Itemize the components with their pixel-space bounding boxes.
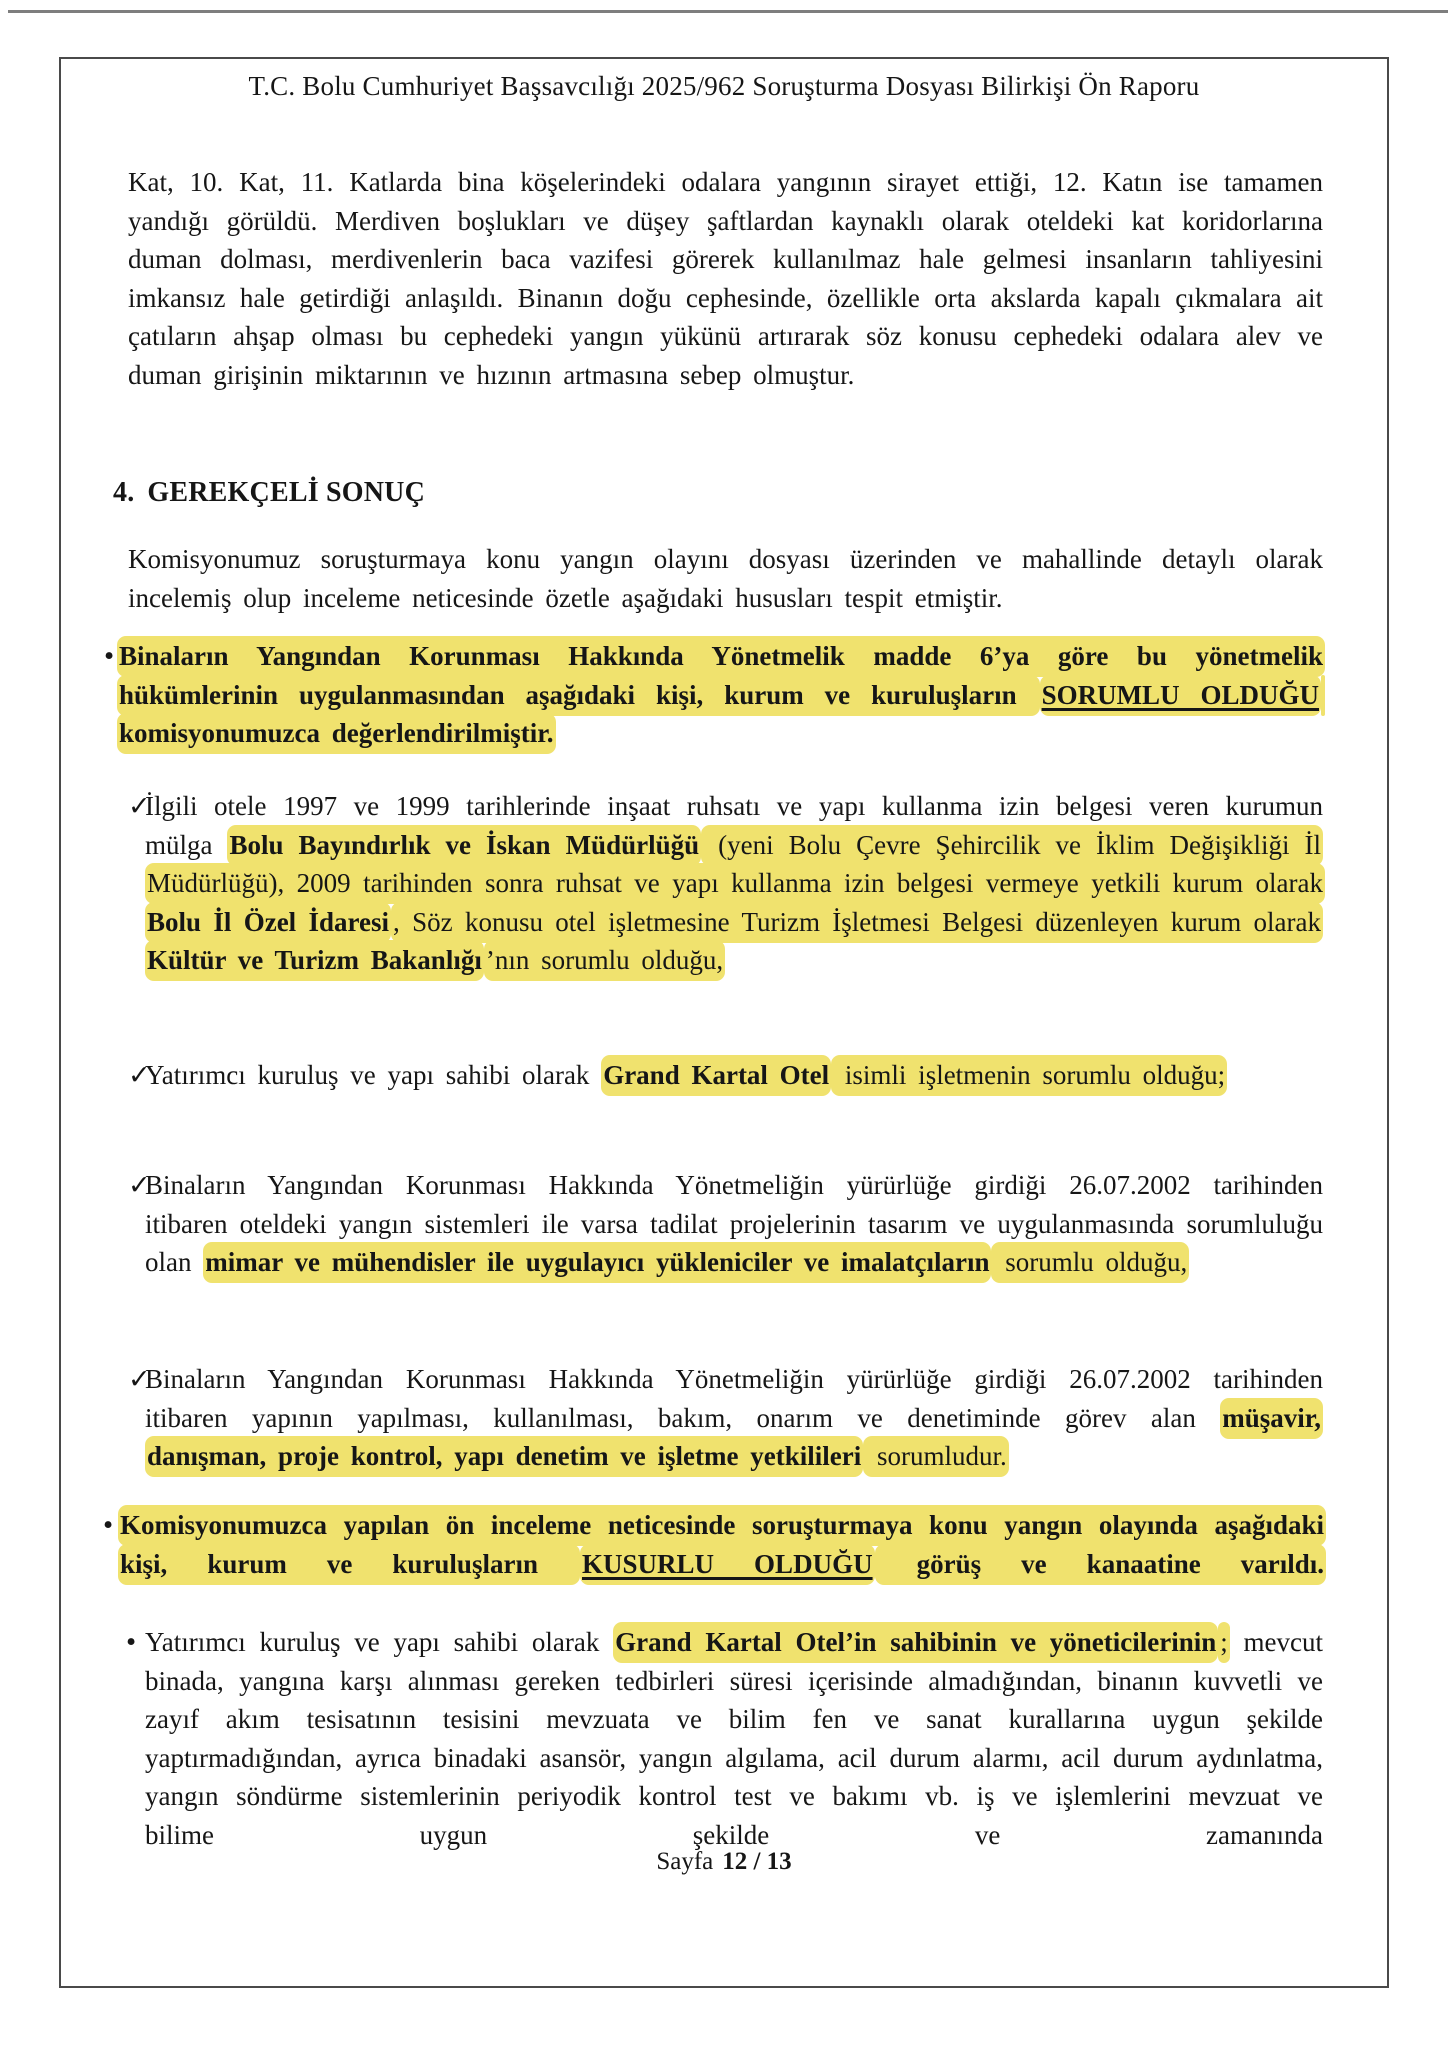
text-run: komisyonumuzca değerlendirilmiştir. <box>117 675 1325 755</box>
text-run: Grand Kartal Otel <box>601 1055 831 1096</box>
check-icon: ✓ <box>128 1170 151 1200</box>
bullet-icon: • <box>104 640 115 672</box>
section-heading <box>113 477 425 509</box>
check-text <box>145 1170 1323 1283</box>
page-footer <box>59 1846 1389 1878</box>
bullet-icon: • <box>126 1626 137 1658</box>
text-run: Kat, 10. Kat, 11. Katlarda bina köşelerindeki odalara yangının sirayet ettiği, 12. Katın ise tamamen yandığı görüldü. Merdiven boşlukları ve düşey şaftlardan kaynaklı olarak oteldeki kat koridorlarına duman dolması, merdivenlerin baca vazifesi görerek kullanılmaz hale gelmesi insanların tahliyesini imkansız hale getirdiği anlaşıldı. Binanın doğu cephesinde, özellikle orta akslarda kapalı çıkmalara ait çatıların ahşap olması bu cephedeki yangın yükünü artırarak söz konusu cephedeki odalara alev ve duman girişinin miktarının ve hızının artmasına sebep olmuştur. <box>128 167 1323 390</box>
bullet-item-faulty-conclusion <box>103 1506 1326 1583</box>
bullet-text <box>145 1622 1323 1850</box>
bullet-item-responsible <box>104 637 1325 753</box>
text-run: Bolu İl Özel İdaresi <box>145 902 391 943</box>
scan-artifact-line <box>8 10 1448 13</box>
check-text <box>145 1055 1227 1096</box>
check-item-architects-engineers <box>128 1166 1323 1282</box>
text-run: Grand Kartal Otel’in sahibinin ve yöneticilerinin <box>613 1622 1218 1663</box>
bullet-text <box>117 636 1325 754</box>
text-run: SORUMLU OLDUĞU <box>1040 675 1321 716</box>
text-run: sorumlu olduğu, <box>991 1242 1189 1283</box>
text-run: Binaların Yangından Korunması Hakkında Yönetmelik madde 6’ya göre bu yönetmelik hükümlerinin uygulanmasından aşağıdaki kişi, kurum ve kuruluşların <box>117 636 1325 716</box>
document-header: T.C. Bolu Cumhuriyet Başsavcılığı 2025/962 Soruşturma Dosyası Bilirkişi Ön Raporu <box>248 71 1200 101</box>
text-run: ; <box>1218 1622 1230 1663</box>
check-item-hotel-owner <box>128 1056 1323 1095</box>
text-run: mimar ve mühendisler ile uygulayıcı yükleniciler ve imalatçıların <box>203 1242 991 1283</box>
text-run: sorumludur. <box>863 1436 1009 1477</box>
check-icon: ✓ <box>128 791 151 821</box>
text-run: ’nın sorumlu olduğu, <box>484 940 725 981</box>
text-run: görüş ve kanaatine varıldı. <box>875 1544 1326 1585</box>
check-item-permit-authorities <box>128 787 1323 980</box>
text-run: , Söz konusu otel işletmesine Turizm İşletmesi Belgesi düzenleyen kurum olarak <box>391 902 1323 943</box>
footer-label: Sayfa <box>656 1848 714 1875</box>
text-run: Yatırımcı kuruluş ve yapı sahibi olarak <box>145 1060 602 1090</box>
text-run: isimli işletmenin sorumlu olduğu; <box>831 1055 1227 1096</box>
bullet-item-owner-managers <box>128 1623 1323 1854</box>
section-number: 4. <box>113 477 135 508</box>
check-text <box>145 791 1325 981</box>
text-run: mevcut binada, yangına karşı alınması gereken tedbirleri süresi içerisinde almadığından, binanın kuvvetli ve zayıf akım tesisatının tesisini mevzuata ve bilim fen ve sanat kurallarına uygun şekilde yaptırmadığından, ayrıca binadaki asansör, yangın algılama, acil durum alarmı, acil durum aydınlatma, yangın söndürme sistemlerinin periyodik kontrol test ve bakımı vb. iş ve işlemlerini mevzuat ve bilime uygun şekilde ve zamanında <box>145 1627 1323 1850</box>
text-run: Kültür ve Turizm Bakanlığı <box>145 940 484 981</box>
text-run: Binaların Yangından Korunması Hakkında Yönetmeliğin yürürlüğe girdiği 26.07.2002 tarihinden itibaren yapının yapılması, kullanılması, bakım, onarım ve denetiminde görev alan <box>145 1364 1323 1433</box>
bullet-text <box>118 1505 1326 1585</box>
text-run: Bolu Bayındırlık ve İskan Müdürlüğü <box>227 825 701 866</box>
text-run: Yatırımcı kuruluş ve yapı sahibi olarak <box>145 1627 614 1657</box>
text-run: Komisyonumuzca yapılan ön inceleme neticesinde soruşturmaya konu yangın olayında aşağıdaki kişi, kurum ve kuruluşların <box>118 1505 1326 1585</box>
check-icon: ✓ <box>128 1364 151 1394</box>
text-run: İlgili otele 1997 ve 1999 tarihlerinde inşaat ruhsatı ve yapı kullanma izin belgesi veren kurumun mülga <box>145 791 1323 860</box>
text-run: müşavir, danışman, proje kontrol, yapı denetim ve işletme yetkilileri <box>145 1398 1323 1478</box>
check-text <box>145 1364 1323 1477</box>
check-icon: ✓ <box>128 1060 151 1090</box>
text-run: Komisyonumuz soruşturmaya konu yangın olayını dosyası üzerinden ve mahallinde detaylı olarak incelemiş olup inceleme neticesinde özetle aşağıdaki hususları tespit etmiştir. <box>128 544 1323 613</box>
text-run: Binaların Yangından Korunması Hakkında Yönetmeliğin yürürlüğe girdiği 26.07.2002 tarihinden itibaren oteldeki yangın sistemleri ile varsa tadilat projelerinin tasarım ve uygulanmasında sorumluluğu olan <box>145 1170 1323 1277</box>
section-title: GEREKÇELİ SONUÇ <box>147 477 426 508</box>
footer-page-number: 12 / 13 <box>722 1848 792 1875</box>
text-run: KUSURLU OLDUĞU <box>580 1544 875 1585</box>
paragraph-fire-spread <box>128 163 1323 394</box>
paragraph-commission-intro <box>128 540 1323 617</box>
bullet-icon: • <box>103 1509 114 1541</box>
text-run: (yeni Bolu Çevre Şehircilik ve İklim Değişikliği İl Müdürlüğü), 2009 tarihinden sonra ruhsat ve yapı kullanma izin belgesi vermeye yetkili kurum olarak <box>145 825 1325 905</box>
check-item-supervisors <box>128 1360 1323 1476</box>
